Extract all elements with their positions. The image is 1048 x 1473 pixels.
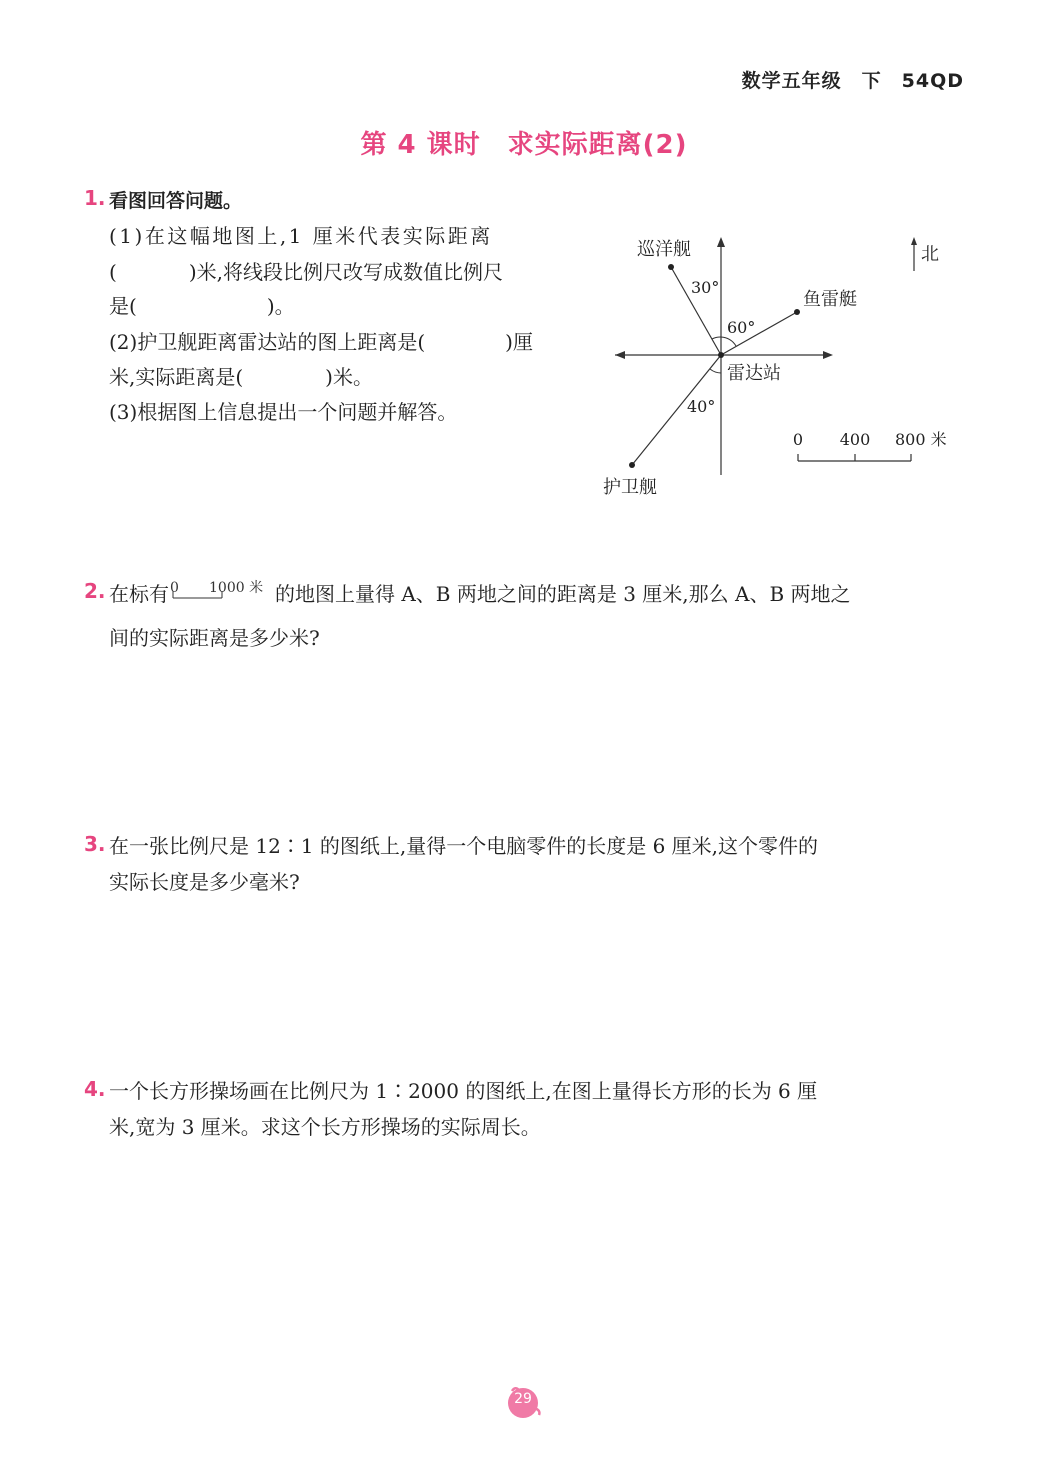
question-2-number: 2.	[84, 579, 106, 603]
q2-scale-label-0: 0	[170, 580, 179, 596]
q1-line-5	[109, 361, 373, 390]
q1-line-1: (1)在这幅地图上,1 厘米代表实际距离	[109, 224, 493, 248]
q1-line-2	[109, 256, 503, 285]
q2-scale-label-1000: 1000 米	[209, 580, 264, 596]
radar-station-point	[718, 352, 724, 358]
q1-line-6: (3)根据图上信息提出一个问题并解答。	[109, 400, 458, 424]
question-1-heading: 看图回答问题。	[109, 190, 243, 212]
q1-line-2-text: )米,将线段比例尺改写成数值比例尺	[188, 260, 503, 284]
label-huwei: 护卫舰	[603, 477, 657, 498]
ew-axis-arrow-west	[615, 351, 625, 359]
q1-line-3	[109, 290, 295, 319]
label-angle-40: 40°	[687, 397, 716, 416]
q1-paren-open: (	[109, 260, 117, 284]
label-angle-30: 30°	[691, 278, 720, 297]
ns-axis-arrow	[717, 237, 725, 247]
scale-label-400: 400	[839, 430, 871, 449]
q1-line-3-end: )。	[266, 294, 295, 318]
xunyang-point	[668, 264, 674, 270]
question-1-number: 1.	[84, 186, 106, 210]
q1-line-3-start: 是(	[109, 294, 137, 318]
q1-line-4	[109, 326, 533, 355]
q2-scale-svg	[169, 577, 275, 603]
label-xunyang: 巡洋舰	[637, 239, 691, 260]
scale-label-0: 0	[792, 430, 804, 449]
q1-line-5-end: )米。	[325, 365, 373, 389]
huwei-point	[629, 462, 635, 468]
direction-diagram	[595, 225, 975, 505]
page-number: 29	[514, 1391, 532, 1407]
q2-line-2: 间的实际距离是多少米?	[109, 626, 320, 650]
q1-line-4-end: )厘	[505, 330, 533, 354]
q1-line-4-text: (2)护卫舰距离雷达站的图上距离是(	[109, 330, 426, 354]
angle-arc-30	[712, 337, 721, 339]
question-4-number: 4.	[84, 1077, 106, 1101]
angle-arc-40	[710, 369, 721, 373]
q2-text-pre: 在标有	[109, 582, 169, 606]
question-3-number: 3.	[84, 832, 106, 856]
north-arrow-head	[911, 237, 917, 245]
label-angle-60: 60°	[727, 318, 756, 337]
label-north: 北	[921, 244, 939, 265]
lesson-title: 第 4 课时 求实际距离(2)	[360, 130, 688, 160]
q4-line-2: 米,宽为 3 厘米。求这个长方形操场的实际周长。	[109, 1115, 541, 1139]
scale-label-800: 800 米	[895, 430, 947, 449]
q2-text-post: 的地图上量得 A、B 两地之间的距离是 3 厘米,那么 A、B 两地之	[275, 582, 851, 606]
q4-line-1: 一个长方形操场画在比例尺为 1∶2000 的图纸上,在图上量得长方形的长为 6 厘	[109, 1079, 818, 1103]
q2-line-1	[109, 577, 851, 607]
q3-line-1: 在一张比例尺是 12∶1 的图纸上,量得一个电脑零件的长度是 6 厘米,这个零件的	[109, 834, 819, 858]
angle-arc-60	[721, 337, 736, 346]
q2-line-scale	[169, 577, 275, 603]
book-header: 数学五年级 下 54QD	[741, 70, 964, 92]
q3-line-2: 实际长度是多少毫米?	[109, 870, 300, 894]
ew-axis-arrow-east	[823, 351, 833, 359]
yulei-point	[794, 309, 800, 315]
q1-line-5-text: 米,实际距离是(	[109, 365, 244, 389]
label-leida: 雷达站	[727, 363, 781, 384]
label-yulei: 鱼雷艇	[803, 289, 857, 310]
